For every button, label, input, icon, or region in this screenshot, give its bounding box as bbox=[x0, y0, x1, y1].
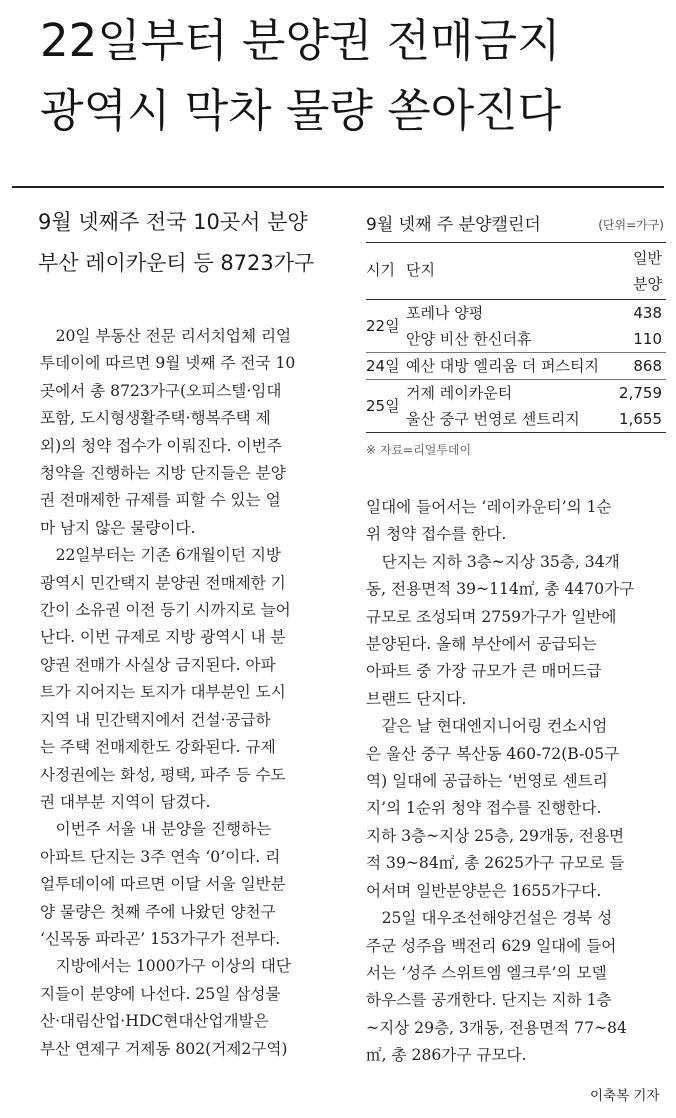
body-line: 지역 내 민간택지에서 건설·공급하 bbox=[40, 710, 271, 729]
header-complex: 단지 bbox=[406, 261, 435, 279]
headline bbox=[40, 6, 660, 146]
body-line: 어서며 일반분양분은 1655가구다. bbox=[366, 881, 602, 900]
complex-name: 울산 중구 번영로 센트리지 bbox=[406, 410, 580, 428]
body-column-right bbox=[366, 494, 666, 1070]
body-line: 하우스를 공개한다. 단지는 지하 1층 bbox=[366, 991, 612, 1010]
complex-name: 포레나 양평 bbox=[406, 304, 484, 322]
body-line: 위 청약 접수를 한다. bbox=[366, 525, 507, 544]
calendar-row bbox=[366, 353, 666, 379]
headline-line-2: 광역시 막차 물량 쏟아진다 bbox=[40, 84, 562, 137]
body-column-left bbox=[40, 323, 352, 1063]
calendar-group bbox=[366, 353, 666, 379]
calendar-group bbox=[366, 380, 666, 432]
body-line: 마 남지 않은 물량이다. bbox=[40, 518, 196, 537]
subheadline-line-1: 9월 넷째주 전국 10곳서 분양 bbox=[38, 210, 308, 234]
calendar-unit: (단위=가구) bbox=[598, 218, 664, 232]
body-line: 서는 ‘성주 스위트엠 엘크루’의 모델 bbox=[366, 963, 607, 982]
body-line: 은 울산 중구 복산동 460-72(B-05구 bbox=[366, 744, 620, 763]
headline-divider bbox=[12, 186, 664, 188]
headline-line-1: 22일부터 분양권 전매금지 bbox=[40, 14, 561, 67]
calendar-row bbox=[366, 406, 666, 432]
calendar-title: 9월 넷째 주 분양캘린더 bbox=[366, 215, 541, 235]
subheadline bbox=[38, 202, 348, 284]
body-line: 22일부터는 기존 6개월이던 지방 bbox=[40, 546, 281, 565]
body-line: 는 주택 전매제한도 강화된다. 규제 bbox=[40, 738, 276, 757]
body-line: 이번주 서울 내 분양을 진행하는 bbox=[40, 820, 272, 839]
byline: 이축복 기자 bbox=[590, 1088, 660, 1104]
complex-name: 거제 레이카운티 bbox=[406, 384, 513, 402]
body-line: 얼투데이에 따르면 이달 서울 일반분 bbox=[40, 875, 286, 894]
body-line: 역) 일대에 공급하는 ‘번영로 센트리 bbox=[366, 772, 608, 791]
body-line: 브랜드 단지다. bbox=[366, 689, 467, 708]
complex-name: 안양 비산 한신더휴 bbox=[406, 330, 532, 348]
body-line: 지방에서는 1000가구 이상의 대단 bbox=[40, 957, 291, 976]
body-line: 25일 대우조선해양건설은 경북 성 bbox=[366, 909, 613, 928]
calendar-bottom-rule bbox=[366, 432, 666, 433]
body-line: 단지는 지하 3층~지상 35층, 34개 bbox=[366, 552, 620, 571]
header-period: 시기 bbox=[366, 261, 395, 279]
body-line: 지들이 분양에 나선다. 25일 삼성물 bbox=[40, 984, 281, 1003]
body-line: 적 39~84㎡, 총 2625가구 규모로 들 bbox=[366, 854, 625, 873]
general-sale-count: 2,759 bbox=[619, 384, 662, 402]
body-line: ~지상 29층, 3개동, 전용면적 77~84 bbox=[366, 1018, 627, 1037]
body-line: 곳에서 총 8723가구(오피스텔·임대 bbox=[40, 381, 282, 400]
body-line: 20일 부동산 전문 리서치업체 리얼 bbox=[40, 327, 292, 345]
body-line: 아파트 중 가장 규모가 큰 매머드급 bbox=[366, 662, 602, 681]
general-sale-count: 868 bbox=[633, 357, 662, 375]
body-line: 권 전매제한 규제를 피할 수 있는 얼 bbox=[40, 491, 281, 510]
body-line: 일대에 들어서는 ‘레이카운티’의 1순 bbox=[366, 498, 612, 516]
header-general-1: 일반 bbox=[633, 249, 662, 267]
calendar-row bbox=[366, 326, 666, 352]
body-line: 사정권에는 화성, 평택, 파주 등 수도 bbox=[40, 765, 286, 784]
body-line: 규모로 조성되며 2759가구가 일반에 bbox=[366, 607, 617, 626]
calendar-day: 24일 bbox=[366, 357, 400, 375]
body-line: 주군 성주읍 백전리 629 일대에 들어 bbox=[366, 936, 617, 955]
body-line: 외)의 청약 접수가 이뤄진다. 이번주 bbox=[40, 436, 282, 455]
body-line: ㎡, 총 286가구 규모다. bbox=[366, 1046, 527, 1065]
sales-calendar-box bbox=[366, 208, 666, 458]
body-line: 같은 날 현대엔지니어링 컨소시엄 bbox=[366, 717, 608, 736]
general-sale-count: 438 bbox=[633, 304, 662, 322]
complex-name: 예산 대방 엘리움 더 퍼스티지 bbox=[406, 357, 599, 375]
calendar-day: 25일 bbox=[366, 397, 400, 415]
body-line: 양 물량은 첫째 주에 나왔던 양천구 bbox=[40, 902, 276, 921]
subheadline-line-2: 부산 레이카운티 등 8723가구 bbox=[38, 251, 315, 275]
body-line: 청약을 진행하는 지방 단지들은 분양 bbox=[40, 464, 286, 483]
body-line: 지하 3층~지상 25층, 29개동, 전용면 bbox=[366, 826, 625, 845]
body-line: 난다. 이번 규제로 지방 광역시 내 분 bbox=[40, 628, 286, 647]
body-line: 광역시 민간택지 분양권 전매제한 기 bbox=[40, 573, 286, 592]
general-sale-count: 110 bbox=[633, 330, 662, 348]
calendar-header bbox=[366, 243, 666, 299]
body-line: 부산 연제구 거제동 802(거제2구역) bbox=[40, 1039, 288, 1058]
body-line: 동, 전용면적 39~114㎡, 총 4470가구 bbox=[366, 580, 635, 599]
body-line: 아파트 단지는 3주 연속 ‘0’이다. 리 bbox=[40, 847, 281, 866]
body-line: 권 대부분 지역이 담겼다. bbox=[40, 792, 211, 811]
body-line: 지’의 1순위 청약 접수를 진행한다. bbox=[366, 799, 602, 818]
body-line: 양권 전매가 사실상 금지된다. 아파 bbox=[40, 655, 276, 674]
body-line: 분양된다. 올해 부산에서 공급되는 bbox=[366, 635, 597, 654]
calendar-source-note: ※ 자료=리얼투데이 bbox=[366, 443, 472, 457]
calendar-day: 22일 bbox=[366, 317, 400, 335]
calendar-row bbox=[366, 380, 666, 406]
body-line: 트가 지어지는 토지가 대부분인 도시 bbox=[40, 683, 286, 702]
body-line: 투데이에 따르면 9월 넷째 주 전국 10 bbox=[40, 354, 296, 373]
body-line: 포함, 도시형생활주택·행복주택 제 bbox=[40, 409, 271, 428]
calendar-body bbox=[366, 300, 666, 432]
calendar-row bbox=[366, 300, 666, 326]
body-line: 산·대림산업·HDC현대산업개발은 bbox=[40, 1012, 269, 1031]
calendar-group bbox=[366, 300, 666, 352]
body-line: 간이 소유권 이전 등기 시까지로 늘어 bbox=[40, 601, 291, 620]
body-line: ‘신목동 파라곤’ 153가구가 전부다. bbox=[40, 929, 281, 948]
general-sale-count: 1,655 bbox=[619, 410, 662, 428]
header-general-2: 분양 bbox=[633, 275, 662, 293]
